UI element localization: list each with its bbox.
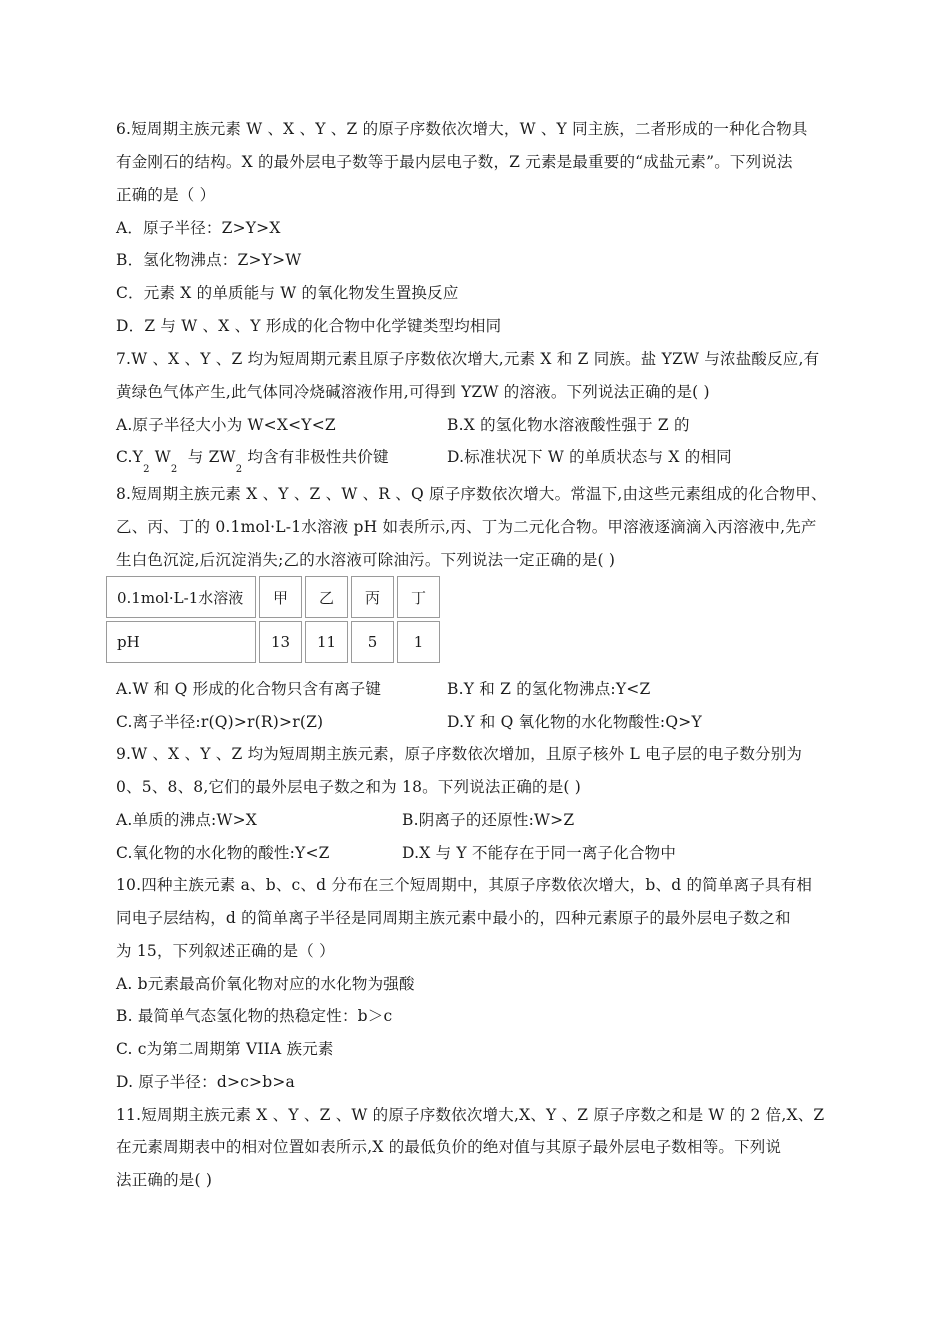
table-cell: 甲 [259,576,302,618]
q6-option-b: B．氢化物沸点：Z>Y>W [116,251,302,269]
q9-option-a: A.单质的沸点:W>X [116,811,257,829]
q10-stem-line-1: 10.四种主族元素 a、b、c、d 分布在三个短周期中，其原子序数依次增大，b、d 的简单离子具有相 [116,876,813,894]
q9-option-c: C.氧化物的水化物的酸性:Y<Z [116,844,330,862]
q7-stem-line-2: 黄绿色气体产生,此气体同冷烧碱溶液作用,可得到 YZW 的溶液。下列说法正确的是( ) [116,383,710,401]
q11-stem-line-2: 在元素周期表中的相对位置如表所示,X 的最低负价的绝对值与其原子最外层电子数相等。下列说 [116,1138,782,1156]
q10-option-b: B. 最简单气态氢化物的热稳定性：b＞c [116,1007,393,1025]
q8-option-a: A.W 和 Q 形成的化合物只含有离子键 [116,680,382,698]
q6-option-d: D．Z 与 W 、X 、Y 形成的化合物中化学键类型均相同 [116,317,502,335]
table-cell: 乙 [305,576,348,618]
q6-option-a: A．原子半径：Z>Y>X [116,219,281,237]
q9-option-b: B.阴离子的还原性:W>Z [402,811,575,829]
q6-stem-line-3: 正确的是（ ） [116,186,216,204]
table-cell: 5 [351,621,394,663]
table-cell: 丁 [397,576,440,618]
q8-stem-line-3: 生白色沉淀,后沉淀消失;乙的水溶液可除油污。下列说法一定正确的是( ) [116,551,616,569]
q8-stem-line-2: 乙、丙、丁的 0.1mol·L-1水溶液 pH 如表所示,丙、丁为二元化合物。甲溶液逐滴滴入丙溶液中,先产 [116,518,817,536]
q9-stem-line-2: 0、5、8、8,它们的最外层电子数之和为 18。下列说法正确的是( ) [116,778,582,796]
q10-option-d: D. 原子半径：d>c>b>a [116,1073,295,1091]
table-cell: 丙 [351,576,394,618]
ph-table [103,573,443,666]
q10-stem-line-3: 为 15，下列叙述正确的是（ ） [116,942,335,960]
q7-stem-line-1: 7.W 、X 、Y 、Z 均为短周期元素且原子序数依次增大,元素 X 和 Z 同族。盐 YZW 与浓盐酸反应,有 [116,350,820,368]
q11-stem-line-1: 11.短周期主族元素 X 、Y 、Z 、W 的原子序数依次增大,X、Y 、Z 原子序数之和是 W 的 2 倍,X、Z [116,1106,825,1124]
q7-option-d: D.标准状况下 W 的单质状态与 X 的相同 [447,448,732,466]
q9-option-d: D.X 与 Y 不能存在于同一离子化合物中 [402,844,677,862]
q10-stem-line-2: 同电子层结构，d 的简单离子半径是同周期主族元素中最小的，四种元素原子的最外层电子数之和 [116,909,791,927]
ph-table-value-row [106,621,440,663]
q10-option-c: C. c为第二周期第 VIIA 族元素 [116,1040,334,1058]
q6-option-c: C．元素 X 的单质能与 W 的氧化物发生置换反应 [116,284,459,302]
q11-stem-line-3: 法正确的是( ) [116,1171,213,1189]
table-cell: 0.1mol·L-1水溶液 [106,576,256,618]
table-cell: 13 [259,621,302,663]
q7-option-a: A.原子半径大小为 W<X<Y<Z [116,416,336,434]
q8-stem-line-1: 8.短周期主族元素 X 、Y 、Z 、W 、R 、Q 原子序数依次增大。常温下,由这些元素组成的化合物甲、 [116,485,827,503]
table-cell: 1 [397,621,440,663]
ph-table-header-row [106,576,440,618]
q10-option-a: A. b元素最高价氧化物对应的水化物为强酸 [116,975,415,993]
q8-option-c: C.离子半径:r(Q)>r(R)>r(Z) [116,713,324,731]
q9-stem-line-1: 9.W 、X 、Y 、Z 均为短周期主族元素，原子序数依次增加，且原子核外 L 电子层的电子数分别为 [116,745,803,763]
q7-option-b: B.X 的氢化物水溶液酸性强于 Z 的 [447,416,690,434]
table-cell: pH [106,621,256,663]
q6-stem-line-2: 有金刚石的结构。X 的最外层电子数等于最内层电子数，Z 元素是最重要的“成盐元素”。下列说法 [116,153,793,171]
q8-option-b: B.Y 和 Z 的氢化物沸点:Y<Z [447,680,651,698]
table-cell: 11 [305,621,348,663]
q7-option-c: $C.Y_2$ $W_2$ 与 $ZW_2$ 均含有非极性共价键 [116,448,389,475]
q6-stem-line-1: 6.短周期主族元素 W 、X 、Y 、Z 的原子序数依次增大，W 、Y 同主族，二者形成的一种化合物具 [116,120,808,138]
q8-option-d: D.Y 和 Q 氧化物的水化物酸性:Q>Y [447,713,702,731]
